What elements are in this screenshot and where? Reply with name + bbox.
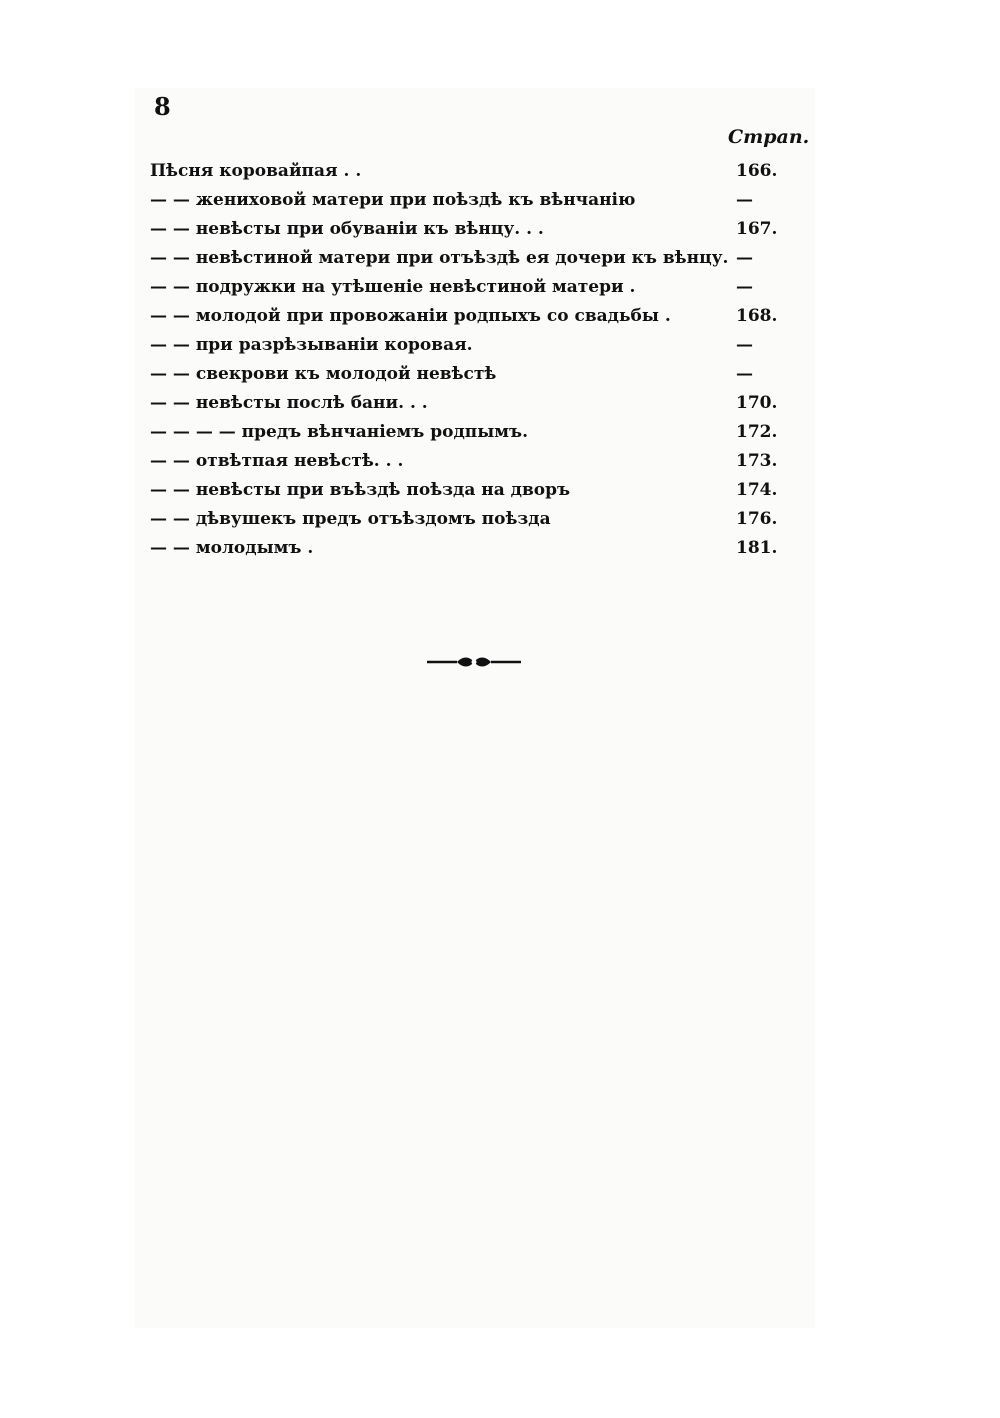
toc-row: [150, 248, 790, 277]
toc-title: — — молодымъ .: [150, 538, 314, 558]
toc-page-number: 168.: [736, 306, 778, 326]
toc-page-number: 176.: [736, 509, 778, 529]
toc-title: — — отвѣтпая невѣстѣ. . .: [150, 451, 404, 471]
toc-page-number: 174.: [736, 480, 778, 500]
page-number: 8: [154, 92, 171, 121]
toc-row: [150, 509, 790, 538]
toc-row: [150, 393, 790, 422]
toc-title: — — невѣсты послѣ бани. . .: [150, 393, 428, 413]
toc-row: [150, 364, 790, 393]
toc-row: [150, 480, 790, 509]
toc-page-number: —: [736, 277, 753, 297]
toc-row: [150, 277, 790, 306]
toc-page-number: 170.: [736, 393, 778, 413]
toc-row: [150, 219, 790, 248]
toc-page-number: 166.: [736, 161, 778, 181]
toc-row: [150, 451, 790, 480]
toc-title: — — жениховой матери при поѣздѣ къ вѣнчанію: [150, 190, 636, 210]
toc-title: — — свекрови къ молодой невѣстѣ: [150, 364, 497, 384]
toc-row: [150, 335, 790, 364]
toc-page-number: —: [736, 190, 753, 210]
toc-title: — — невѣсты при въѣздѣ поѣзда на дворъ: [150, 480, 571, 500]
fleuron-divider-icon: [427, 654, 521, 670]
table-of-contents: [150, 161, 790, 567]
toc-title: — — при разрѣзываніи коровая.: [150, 335, 473, 355]
toc-title: — — дѣвушекъ предъ отъѣздомъ поѣзда: [150, 509, 551, 529]
toc-page-number: 181.: [736, 538, 778, 558]
toc-page-number: —: [736, 335, 753, 355]
toc-page-number: 173.: [736, 451, 778, 471]
toc-row: [150, 538, 790, 567]
toc-page-number: —: [736, 364, 753, 384]
toc-page-number: 172.: [736, 422, 778, 442]
toc-page-number: —: [736, 248, 753, 268]
toc-page-number: 167.: [736, 219, 778, 239]
toc-title: — — невѣсты при обуваніи къ вѣнцу. . .: [150, 219, 544, 239]
toc-title: — — молодой при провожаніи родпыхъ со свадьбы .: [150, 306, 671, 326]
page-column-header: Страп.: [728, 126, 810, 148]
toc-row: [150, 306, 790, 335]
toc-title: — — — — предъ вѣнчаніемъ родпымъ.: [150, 422, 528, 442]
toc-title: — — подружки на утѣшеніе невѣстиной матери .: [150, 277, 636, 297]
toc-row: [150, 190, 790, 219]
toc-title: Пѣсня коровайпая . .: [150, 161, 362, 181]
toc-row: [150, 161, 790, 190]
toc-row: [150, 422, 790, 451]
toc-title: — — невѣстиной матери при отъѣздѣ ея дочери къ вѣнцу.: [150, 248, 729, 268]
